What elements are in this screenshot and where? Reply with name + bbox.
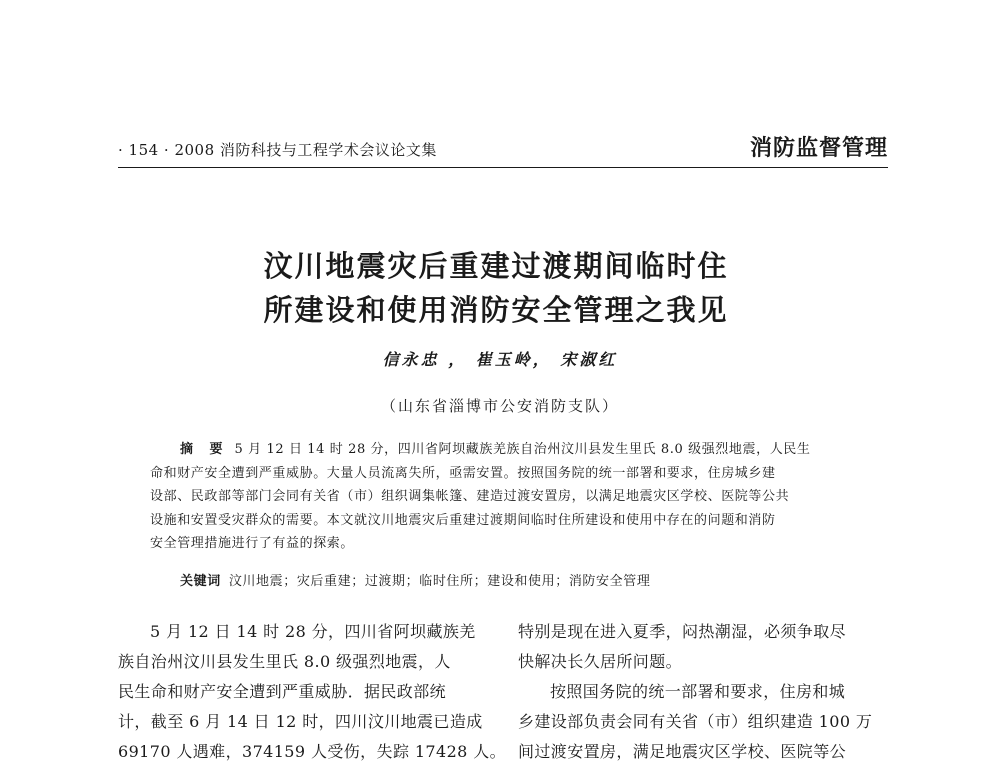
body-line: 计，截至 6 月 14 日 12 时，四川汶川地震已造成 — [118, 712, 483, 731]
body-line: 特别是现在进入夏季，闷热潮湿，必须争取尽 — [518, 622, 847, 641]
affiliation: （山东省淄博市公安消防支队） — [380, 397, 619, 415]
abstract-line: 设部、民政部等部门会同有关省（市）组织调集帐篷、建造过渡安置房，以满足地震灾区学校、医院等公共 — [150, 489, 790, 504]
running-header — [118, 128, 888, 164]
abstract-line: 安全管理措施进行了有益的探索。 — [150, 536, 355, 551]
abstract-line — [150, 438, 855, 462]
body-line: 间过渡安置房，满足地震灾区学校、医院等公 — [518, 742, 847, 761]
abstract-line: 设施和安置受灾群众的需要。本文就汶川地震灾后重建过渡期间临时住所建设和使用中存在的问题和消防 — [150, 512, 776, 528]
header-rule — [118, 167, 888, 168]
keywords-text: 汶川地震；灾后重建；过渡期；临时住所；建设和使用；消防安全管理 — [228, 574, 651, 589]
body-line: 按照国务院的统一部署和要求，住房和城 — [550, 682, 846, 701]
keywords-label: 关键词 — [180, 574, 221, 589]
body-column-left — [118, 617, 507, 767]
header-section-title: 消防监督管理 — [749, 136, 888, 161]
body-line: 乡建设部负责会同有关省（市）组织建造 100 万 — [518, 712, 873, 731]
abstract — [150, 438, 855, 556]
body-line: 69170 人遇难，374159 人受伤，失踪 17428 人。 — [118, 742, 507, 761]
abstract-line: 命和财产安全遭到严重威胁。大量人员流离失所，亟需安置。按照国务院的统一部署和要求，住房城乡建 — [150, 465, 776, 481]
body-line: 快解决长久居所问题。 — [518, 652, 683, 671]
article-title-line-2: 所建设和使用消防安全管理之我见 — [263, 293, 729, 327]
article-title-line-1: 汶川地震灾后重建过渡期间临时住 — [263, 249, 729, 283]
body-line: 民生命和财产安全遭到严重威胁．据民政部统 — [118, 682, 447, 701]
body-line: 族自治州汶川县发生里氏 8.0 级强烈地震，人 — [118, 652, 451, 671]
abstract-label: 摘 要 — [180, 442, 229, 457]
header-page-and-proceedings: · 154 · 2008 消防科技与工程学术会议论文集 — [118, 141, 437, 159]
abstract-text: 5 月 12 日 14 时 28 分，四川省阿坝藏族羌族自治州汶川县发生里氏 8.0 级强烈地震，人民生 — [234, 442, 811, 457]
body-column-right — [518, 617, 890, 767]
authors: 信永忠 ， 崔玉岭， 宋淑红 — [382, 350, 618, 369]
body-line: 5 月 12 日 14 时 28 分，四川省阿坝藏族羌 — [150, 622, 476, 641]
keywords — [180, 570, 650, 589]
